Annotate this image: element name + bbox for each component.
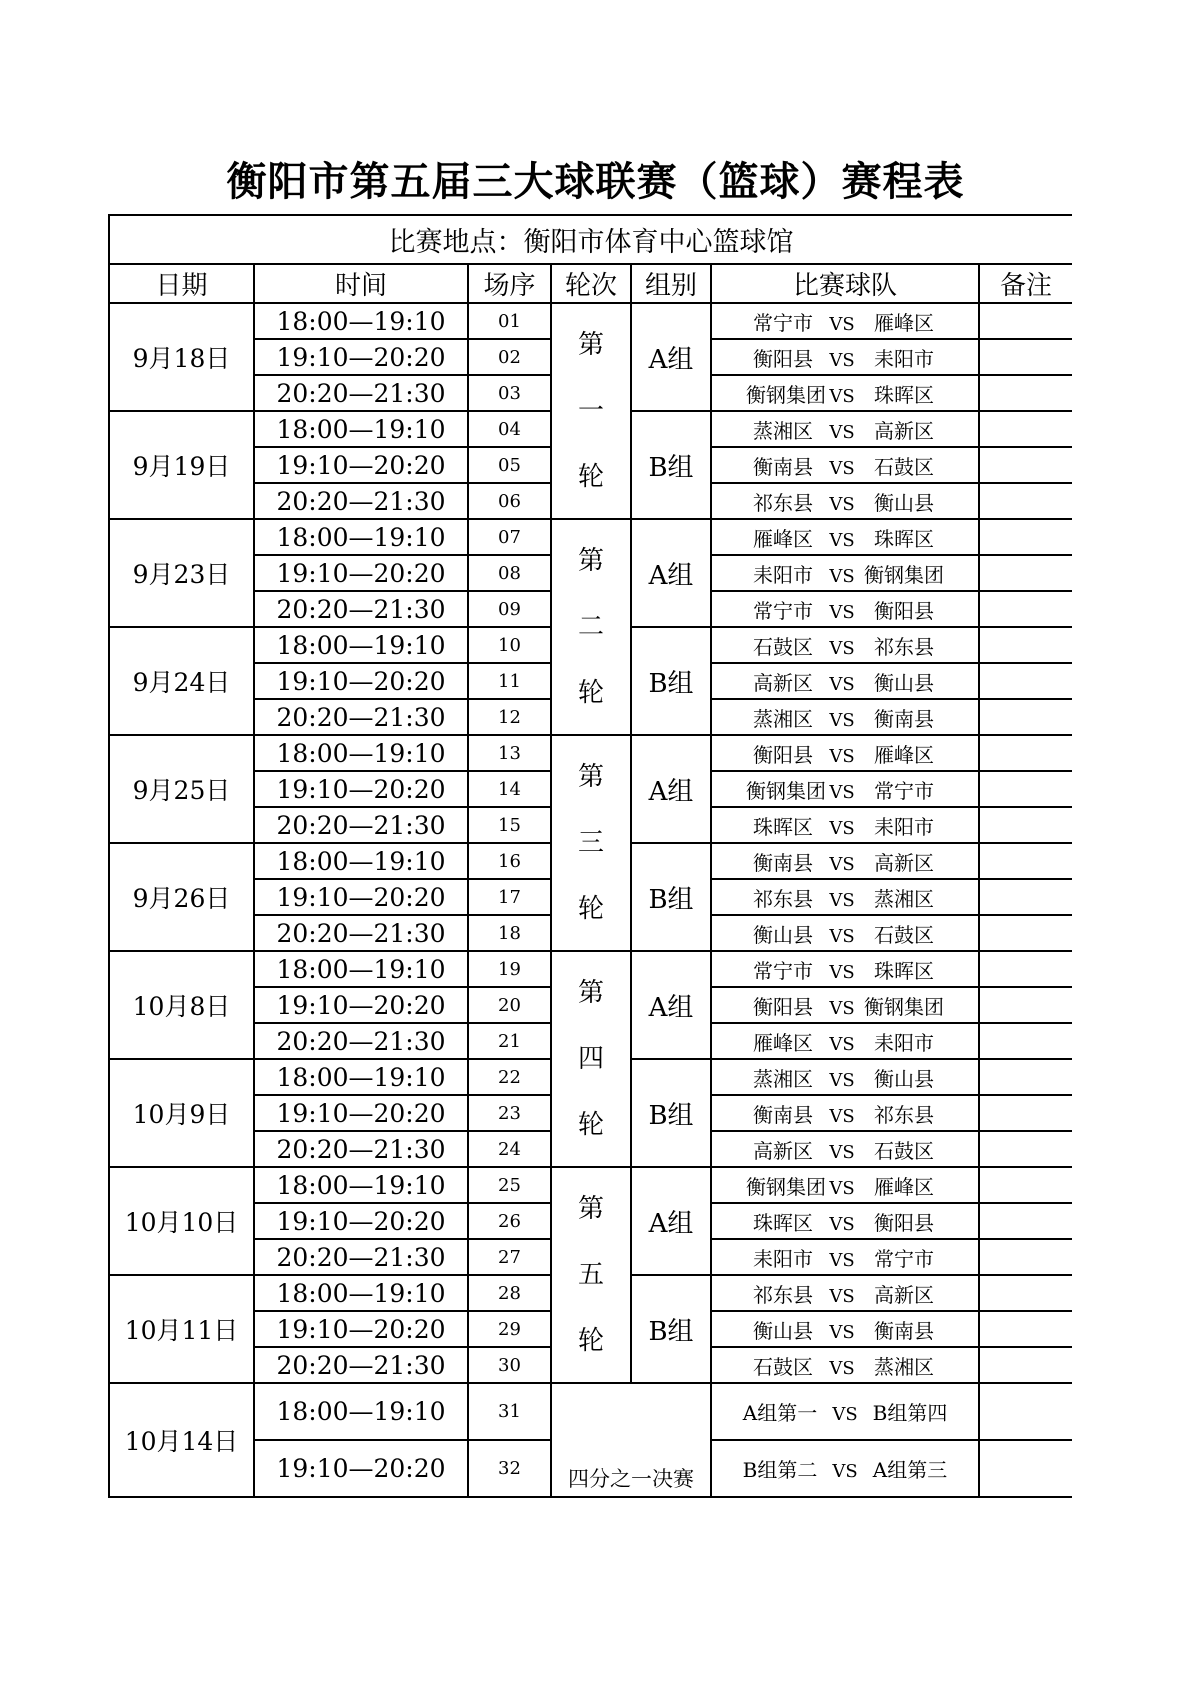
match-time: 18:00—19:10: [254, 735, 468, 771]
away-team: 衡钢集团: [864, 994, 944, 1019]
match-time: 18:00—19:10: [254, 843, 468, 879]
match-teams: [711, 1095, 979, 1131]
vs-label: VS: [829, 1033, 855, 1055]
match-seq: 17: [468, 879, 551, 915]
away-team: 祁东县: [874, 1102, 934, 1127]
match-time: 18:00—19:10: [254, 627, 468, 663]
column-headers: [109, 264, 1072, 303]
match-teams: [711, 1131, 979, 1167]
away-team: 衡南县: [874, 1318, 934, 1343]
match-teams: [711, 627, 979, 663]
vs-label: VS: [829, 961, 855, 983]
match-teams: [711, 1275, 979, 1311]
match-note: [979, 627, 1072, 663]
round-char: 四: [577, 1044, 604, 1074]
match-seq: 19: [468, 951, 551, 987]
match-time: 18:00—19:10: [254, 1167, 468, 1203]
match-teams: [711, 1167, 979, 1203]
match-teams: [711, 879, 979, 915]
match-teams: [711, 951, 979, 987]
round-char: 三: [577, 828, 604, 858]
match-teams: [711, 987, 979, 1023]
match-time: 18:00—19:10: [254, 303, 468, 339]
header-seq: 场序: [468, 264, 551, 303]
home-team: 衡南县: [753, 850, 813, 875]
home-team: 衡南县: [753, 1102, 813, 1127]
home-team: 衡钢集团: [746, 382, 826, 407]
away-team: 衡阳县: [874, 598, 934, 623]
match-teams: [711, 375, 979, 411]
match-teams: [711, 591, 979, 627]
match-note: [979, 663, 1072, 699]
match-seq: 13: [468, 735, 551, 771]
match-note: [979, 483, 1072, 519]
match-seq: 22: [468, 1059, 551, 1095]
home-team: 珠晖区: [753, 1210, 813, 1235]
away-team: 雁峰区: [874, 742, 934, 767]
venue-header: 比赛地点：衡阳市体育中心篮球馆: [109, 215, 1072, 264]
match-time: 19:10—20:20: [254, 555, 468, 591]
round-cell: [551, 1167, 631, 1383]
home-team: 衡南县: [753, 454, 813, 479]
match-note: [979, 1023, 1072, 1059]
match-time: 20:20—21:30: [254, 1131, 468, 1167]
header-notes: 备注: [979, 264, 1072, 303]
round-char: 轮: [577, 678, 604, 708]
match-date: 10月9日: [109, 1059, 254, 1167]
match-time: 19:10—20:20: [254, 447, 468, 483]
away-team: 珠晖区: [874, 526, 934, 551]
match-teams: [711, 1311, 979, 1347]
match-seq: 18: [468, 915, 551, 951]
match-note: [979, 1059, 1072, 1095]
match-time: 18:00—19:10: [254, 1383, 468, 1440]
vs-label: VS: [829, 349, 855, 371]
match-seq: 25: [468, 1167, 551, 1203]
group-cell: B组: [631, 411, 711, 519]
away-team: 衡阳县: [874, 1210, 934, 1235]
vs-label: VS: [832, 1404, 858, 1425]
away-team: 衡山县: [874, 490, 934, 515]
home-team: 常宁市: [753, 310, 813, 335]
match-seq: 10: [468, 627, 551, 663]
match-seq: 26: [468, 1203, 551, 1239]
match-note: [979, 1347, 1072, 1383]
round-char: 一: [577, 396, 604, 426]
header-group: 组别: [631, 264, 711, 303]
vs-label: VS: [829, 781, 855, 803]
match-seq: 20: [468, 987, 551, 1023]
vs-label: VS: [829, 565, 855, 587]
home-team: 蒸湘区: [753, 1066, 813, 1091]
away-team: 祁东县: [874, 634, 934, 659]
match-date: 10月11日: [109, 1275, 254, 1383]
vs-label: VS: [829, 1069, 855, 1091]
round-char: 轮: [577, 1326, 604, 1356]
match-seq: 01: [468, 303, 551, 339]
match-note: [979, 987, 1072, 1023]
match-note: [979, 951, 1072, 987]
schedule-row: [109, 1383, 1072, 1440]
group-cell: B组: [631, 843, 711, 951]
match-note: [979, 771, 1072, 807]
match-teams: [711, 519, 979, 555]
schedule-sheet: [108, 214, 1072, 1514]
round-char: 第: [577, 978, 604, 1008]
away-team: 高新区: [874, 1282, 934, 1307]
home-team: 高新区: [753, 670, 813, 695]
home-team: 耒阳市: [753, 1246, 813, 1271]
home-team: A组第一: [742, 1401, 818, 1425]
match-time: 19:10—20:20: [254, 1440, 468, 1497]
match-time: 19:10—20:20: [254, 771, 468, 807]
match-date: 9月24日: [109, 627, 254, 735]
home-team: 衡山县: [753, 1318, 813, 1343]
match-seq: 05: [468, 447, 551, 483]
vs-label: VS: [829, 457, 855, 479]
match-seq: 30: [468, 1347, 551, 1383]
match-teams: [711, 843, 979, 879]
vs-label: VS: [829, 997, 855, 1019]
vs-label: VS: [829, 1285, 855, 1307]
schedule-row: [109, 303, 1072, 339]
vs-label: VS: [829, 313, 855, 335]
match-teams: [711, 663, 979, 699]
match-time: 19:10—20:20: [254, 339, 468, 375]
away-team: 雁峰区: [874, 1174, 934, 1199]
match-time: 18:00—19:10: [254, 1059, 468, 1095]
home-team: 蒸湘区: [753, 706, 813, 731]
match-teams: [711, 1347, 979, 1383]
match-seq: 11: [468, 663, 551, 699]
match-seq: 07: [468, 519, 551, 555]
away-team: 蒸湘区: [874, 886, 934, 911]
away-team: 衡山县: [874, 1066, 934, 1091]
match-note: [979, 591, 1072, 627]
home-team: 雁峰区: [753, 1030, 813, 1055]
match-note: [979, 519, 1072, 555]
home-team: 祁东县: [753, 490, 813, 515]
match-time: 19:10—20:20: [254, 663, 468, 699]
away-team: 高新区: [874, 850, 934, 875]
header-date: 日期: [109, 264, 254, 303]
away-team: 耒阳市: [874, 346, 934, 371]
away-team: 石鼓区: [874, 454, 934, 479]
match-date: 10月8日: [109, 951, 254, 1059]
away-team: 蒸湘区: [874, 1354, 934, 1379]
schedule-row: [109, 735, 1072, 771]
match-time: 20:20—21:30: [254, 591, 468, 627]
match-time: 20:20—21:30: [254, 483, 468, 519]
match-note: [979, 1311, 1072, 1347]
round-char: 第: [577, 330, 604, 360]
round-cell: [551, 519, 631, 735]
round-char: 二: [577, 612, 604, 642]
match-time: 19:10—20:20: [254, 1203, 468, 1239]
round-char: 轮: [577, 894, 604, 924]
match-teams: [711, 771, 979, 807]
match-time: 18:00—19:10: [254, 1275, 468, 1311]
vs-label: VS: [829, 1213, 855, 1235]
away-team: 石鼓区: [874, 922, 934, 947]
match-time: 20:20—21:30: [254, 1347, 468, 1383]
home-team: 雁峰区: [753, 526, 813, 551]
match-seq: 14: [468, 771, 551, 807]
home-team: 衡阳县: [753, 994, 813, 1019]
group-cell: A组: [631, 735, 711, 843]
vs-label: VS: [829, 637, 855, 659]
match-date: 10月14日: [109, 1383, 254, 1497]
vs-label: VS: [829, 601, 855, 623]
match-teams: [711, 1383, 979, 1440]
schedule-row: [109, 1167, 1072, 1203]
vs-label: VS: [829, 745, 855, 767]
match-note: [979, 915, 1072, 951]
away-team: 衡南县: [874, 706, 934, 731]
away-team: A组第三: [872, 1458, 948, 1482]
match-teams: [711, 411, 979, 447]
match-note: [979, 447, 1072, 483]
match-note: [979, 699, 1072, 735]
match-time: 18:00—19:10: [254, 411, 468, 447]
match-seq: 03: [468, 375, 551, 411]
match-teams: [711, 699, 979, 735]
group-cell: A组: [631, 519, 711, 627]
away-team: 衡钢集团: [864, 562, 944, 587]
vs-label: VS: [829, 493, 855, 515]
home-team: 耒阳市: [753, 562, 813, 587]
match-note: [979, 735, 1072, 771]
match-seq: 24: [468, 1131, 551, 1167]
match-seq: 08: [468, 555, 551, 591]
schedule-table: [108, 214, 1072, 1498]
match-note: [979, 1440, 1072, 1497]
vs-label: VS: [829, 853, 855, 875]
away-team: B组第四: [872, 1401, 948, 1425]
match-teams: [711, 303, 979, 339]
home-team: 常宁市: [753, 598, 813, 623]
away-team: 常宁市: [874, 778, 934, 803]
match-teams: [711, 915, 979, 951]
match-seq: 15: [468, 807, 551, 843]
match-seq: 04: [468, 411, 551, 447]
home-team: 祁东县: [753, 1282, 813, 1307]
away-team: 衡山县: [874, 670, 934, 695]
match-note: [979, 879, 1072, 915]
away-team: 高新区: [874, 418, 934, 443]
match-date: 10月10日: [109, 1167, 254, 1275]
match-time: 19:10—20:20: [254, 1095, 468, 1131]
round-cell: [551, 303, 631, 519]
header-time: 时间: [254, 264, 468, 303]
away-team: 珠晖区: [874, 382, 934, 407]
home-team: 珠晖区: [753, 814, 813, 839]
match-teams: [711, 447, 979, 483]
home-team: 祁东县: [753, 886, 813, 911]
match-time: 20:20—21:30: [254, 699, 468, 735]
vs-label: VS: [829, 925, 855, 947]
home-team: 衡钢集团: [746, 1174, 826, 1199]
group-cell: B组: [631, 1275, 711, 1383]
match-teams: [711, 807, 979, 843]
group-cell: A组: [631, 303, 711, 411]
away-team: 常宁市: [874, 1246, 934, 1271]
vs-label: VS: [829, 529, 855, 551]
match-teams: [711, 483, 979, 519]
match-date: 9月23日: [109, 519, 254, 627]
match-seq: 23: [468, 1095, 551, 1131]
match-date: 9月26日: [109, 843, 254, 951]
home-team: 蒸湘区: [753, 418, 813, 443]
match-note: [979, 555, 1072, 591]
group-cell: B组: [631, 627, 711, 735]
match-note: [979, 411, 1072, 447]
match-date: 9月18日: [109, 303, 254, 411]
match-teams: [711, 1440, 979, 1497]
match-teams: [711, 339, 979, 375]
header-teams: 比赛球队: [711, 264, 979, 303]
match-time: 19:10—20:20: [254, 1311, 468, 1347]
match-note: [979, 807, 1072, 843]
schedule-row: [109, 519, 1072, 555]
group-cell: A组: [631, 951, 711, 1059]
match-teams: [711, 1023, 979, 1059]
round-char: 五: [577, 1260, 604, 1290]
match-time: 18:00—19:10: [254, 951, 468, 987]
match-date: 9月25日: [109, 735, 254, 843]
away-team: 耒阳市: [874, 1030, 934, 1055]
vs-label: VS: [829, 421, 855, 443]
match-seq: 27: [468, 1239, 551, 1275]
home-team: 高新区: [753, 1138, 813, 1163]
schedule-body: [109, 215, 1072, 1497]
match-time: 20:20—21:30: [254, 915, 468, 951]
match-teams: [711, 1239, 979, 1275]
match-note: [979, 1275, 1072, 1311]
round-cell: [551, 735, 631, 951]
match-seq: 29: [468, 1311, 551, 1347]
match-seq: 02: [468, 339, 551, 375]
home-team: 石鼓区: [753, 1354, 813, 1379]
round-char: 第: [577, 762, 604, 792]
away-team: 石鼓区: [874, 1138, 934, 1163]
match-teams: [711, 1059, 979, 1095]
match-note: [979, 1095, 1072, 1131]
match-seq: 31: [468, 1383, 551, 1440]
round-char: 第: [577, 546, 604, 576]
vs-label: VS: [829, 709, 855, 731]
header-round: 轮次: [551, 264, 631, 303]
vs-label: VS: [829, 1105, 855, 1127]
match-note: [979, 1383, 1072, 1440]
group-cell: B组: [631, 1059, 711, 1167]
vs-label: VS: [829, 1177, 855, 1199]
vs-label: VS: [829, 1357, 855, 1379]
schedule-row: [109, 951, 1072, 987]
home-team: B组第二: [742, 1458, 818, 1482]
match-note: [979, 1131, 1072, 1167]
away-team: 耒阳市: [874, 814, 934, 839]
home-team: 衡阳县: [753, 742, 813, 767]
match-date: 9月19日: [109, 411, 254, 519]
vs-label: VS: [829, 1141, 855, 1163]
home-team: 石鼓区: [753, 634, 813, 659]
home-team: 衡山县: [753, 922, 813, 947]
match-seq: 28: [468, 1275, 551, 1311]
match-seq: 06: [468, 483, 551, 519]
match-time: 20:20—21:30: [254, 1023, 468, 1059]
round-char: 轮: [577, 462, 604, 492]
match-note: [979, 1203, 1072, 1239]
match-note: [979, 1167, 1072, 1203]
vs-label: VS: [829, 1321, 855, 1343]
match-teams: [711, 555, 979, 591]
away-team: 雁峰区: [874, 310, 934, 335]
match-note: [979, 1239, 1072, 1275]
match-teams: [711, 1203, 979, 1239]
vs-label: VS: [829, 889, 855, 911]
vs-label: VS: [829, 817, 855, 839]
match-time: 20:20—21:30: [254, 807, 468, 843]
match-note: [979, 303, 1072, 339]
knockout-round: 四分之一决赛: [551, 1383, 711, 1497]
match-seq: 32: [468, 1440, 551, 1497]
match-seq: 16: [468, 843, 551, 879]
home-team: 衡阳县: [753, 346, 813, 371]
match-teams: [711, 735, 979, 771]
match-note: [979, 843, 1072, 879]
round-cell: [551, 951, 631, 1167]
match-seq: 12: [468, 699, 551, 735]
match-time: 18:00—19:10: [254, 519, 468, 555]
match-seq: 21: [468, 1023, 551, 1059]
page-title: 衡阳市第五届三大球联赛（篮球）赛程表: [226, 159, 965, 205]
vs-label: VS: [829, 385, 855, 407]
vs-label: VS: [829, 1249, 855, 1271]
match-note: [979, 375, 1072, 411]
match-time: 20:20—21:30: [254, 375, 468, 411]
home-team: 常宁市: [753, 958, 813, 983]
vs-label: VS: [832, 1461, 858, 1482]
group-cell: A组: [631, 1167, 711, 1275]
match-time: 19:10—20:20: [254, 879, 468, 915]
match-time: 20:20—21:30: [254, 1239, 468, 1275]
match-time: 19:10—20:20: [254, 987, 468, 1023]
match-note: [979, 339, 1072, 375]
match-seq: 09: [468, 591, 551, 627]
home-team: 衡钢集团: [746, 778, 826, 803]
away-team: 珠晖区: [874, 958, 934, 983]
round-char: 第: [577, 1194, 604, 1224]
round-char: 轮: [577, 1110, 604, 1140]
vs-label: VS: [829, 673, 855, 695]
